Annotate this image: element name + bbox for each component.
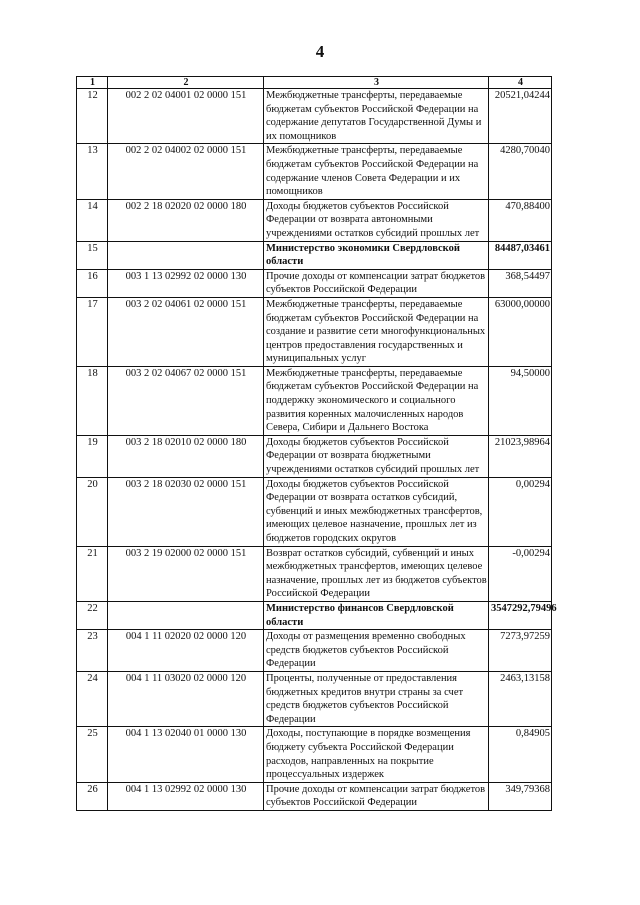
table-row	[77, 241, 552, 269]
budget-code: 002 2 18 02020 02 0000 180	[108, 199, 264, 241]
amount: 63000,00000	[489, 297, 552, 366]
row-number: 20	[77, 477, 108, 546]
row-number: 25	[77, 727, 108, 782]
revenue-table	[76, 76, 557, 811]
amount: 21023,98964	[489, 435, 552, 477]
revenue-name: Доходы бюджетов субъектов Российской Федерации от возврата автономными учреждениями остатков субсидий прошлых лет	[264, 199, 489, 241]
table-row	[77, 89, 552, 144]
budget-code: 003 1 13 02992 02 0000 130	[108, 269, 264, 297]
table-row	[77, 601, 552, 629]
table-row	[77, 630, 552, 672]
table-row	[77, 477, 552, 546]
budget-code: 004 1 11 02020 02 0000 120	[108, 630, 264, 672]
table-row	[77, 144, 552, 199]
revenue-name: Доходы бюджетов субъектов Российской Федерации от возврата бюджетными учреждениями остатков субсидий прошлых лет	[264, 435, 489, 477]
amount: 470,88400	[489, 199, 552, 241]
budget-code: 003 2 18 02030 02 0000 151	[108, 477, 264, 546]
amount: 0,84905	[489, 727, 552, 782]
row-number: 17	[77, 297, 108, 366]
amount: -0,00294	[489, 546, 552, 601]
header-col-2: 2	[108, 77, 264, 89]
table-row	[77, 435, 552, 477]
row-number: 18	[77, 366, 108, 435]
row-number: 12	[77, 89, 108, 144]
budget-code: 004 1 11 03020 02 0000 120	[108, 671, 264, 726]
header-col-3: 3	[264, 77, 489, 89]
revenue-name: Межбюджетные трансферты, передаваемые бюджетам субъектов Российской Федерации на создание и развитие сети многофункциональных центров предоставления государственных и муниципальных услуг	[264, 297, 489, 366]
revenue-name: Прочие доходы от компенсации затрат бюджетов субъектов Российской Федерации	[264, 269, 489, 297]
table-row	[77, 782, 552, 810]
row-number: 19	[77, 435, 108, 477]
row-number: 13	[77, 144, 108, 199]
table-row	[77, 727, 552, 782]
header-col-1: 1	[77, 77, 108, 89]
budget-code: 003 2 18 02010 02 0000 180	[108, 435, 264, 477]
budget-code: 004 1 13 02040 01 0000 130	[108, 727, 264, 782]
table-row	[77, 546, 552, 601]
table-row	[77, 199, 552, 241]
revenue-name: Межбюджетные трансферты, передаваемые бюджетам субъектов Российской Федерации на содержание депутатов Государственной Думы и их помощников	[264, 89, 489, 144]
revenue-name: Проценты, полученные от предоставления бюджетных кредитов внутри страны за счет средств бюджетов субъектов Российской Федерации	[264, 671, 489, 726]
budget-code: 004 1 13 02992 02 0000 130	[108, 782, 264, 810]
budget-code: 003 2 02 04061 02 0000 151	[108, 297, 264, 366]
amount: 349,79368	[489, 782, 552, 810]
revenue-name: Доходы от размещения временно свободных средств бюджетов субъектов Российской Федерации	[264, 630, 489, 672]
row-number: 23	[77, 630, 108, 672]
amount: 84487,03461	[489, 241, 552, 269]
amount: 20521,04244	[489, 89, 552, 144]
revenue-name: Прочие доходы от компенсации затрат бюджетов субъектов Российской Федерации	[264, 782, 489, 810]
table-header	[77, 77, 552, 89]
budget-code: 003 2 02 04067 02 0000 151	[108, 366, 264, 435]
amount: 94,50000	[489, 366, 552, 435]
row-number: 14	[77, 199, 108, 241]
table-row	[77, 269, 552, 297]
header-row	[77, 77, 552, 89]
amount: 4280,70040	[489, 144, 552, 199]
budget-code	[108, 601, 264, 629]
row-number: 21	[77, 546, 108, 601]
page-number: 4	[315, 42, 325, 61]
row-number: 24	[77, 671, 108, 726]
revenue-name: Межбюджетные трансферты, передаваемые бюджетам субъектов Российской Федерации на поддержку экономического и социального развития коренных малочисленных народов Севера, Сибири и Дальнего Востока	[264, 366, 489, 435]
revenue-name: Министерство экономики Свердловской области	[264, 241, 489, 269]
amount: 7273,97259	[489, 630, 552, 672]
budget-code: 002 2 02 04002 02 0000 151	[108, 144, 264, 199]
table-row	[77, 366, 552, 435]
budget-code: 002 2 02 04001 02 0000 151	[108, 89, 264, 144]
row-number: 16	[77, 269, 108, 297]
row-number: 15	[77, 241, 108, 269]
revenue-name: Доходы бюджетов субъектов Российской Федерации от возврата остатков субсидий, субвенций и иных межбюджетных трансфертов, имеющих целевое назначение, прошлых лет из бюджетов городских округов	[264, 477, 489, 546]
revenue-name: Возврат остатков субсидий, субвенций и иных межбюджетных трансфертов, имеющих целевое назначение, прошлых лет из бюджетов субъектов Российской Федерации	[264, 546, 489, 601]
table-body	[77, 89, 557, 811]
budget-code	[108, 241, 264, 269]
revenue-name: Межбюджетные трансферты, передаваемые бюджетам субъектов Российской Федерации на содержание членов Совета Федерации и их помощников	[264, 144, 489, 199]
row-number: 22	[77, 601, 108, 629]
amount: 2463,13158	[489, 671, 552, 726]
table-row	[77, 297, 552, 366]
amount: 3547292,79496	[489, 601, 552, 629]
row-number: 26	[77, 782, 108, 810]
amount: 0,00294	[489, 477, 552, 546]
revenue-name: Министерство финансов Свердловской области	[264, 601, 489, 629]
revenue-name: Доходы, поступающие в порядке возмещения бюджету субъекта Российской Федерации расходов, направленных на покрытие процессуальных издержек	[264, 727, 489, 782]
header-col-4: 4	[489, 77, 552, 89]
budget-code: 003 2 19 02000 02 0000 151	[108, 546, 264, 601]
amount: 368,54497	[489, 269, 552, 297]
table-row	[77, 671, 552, 726]
